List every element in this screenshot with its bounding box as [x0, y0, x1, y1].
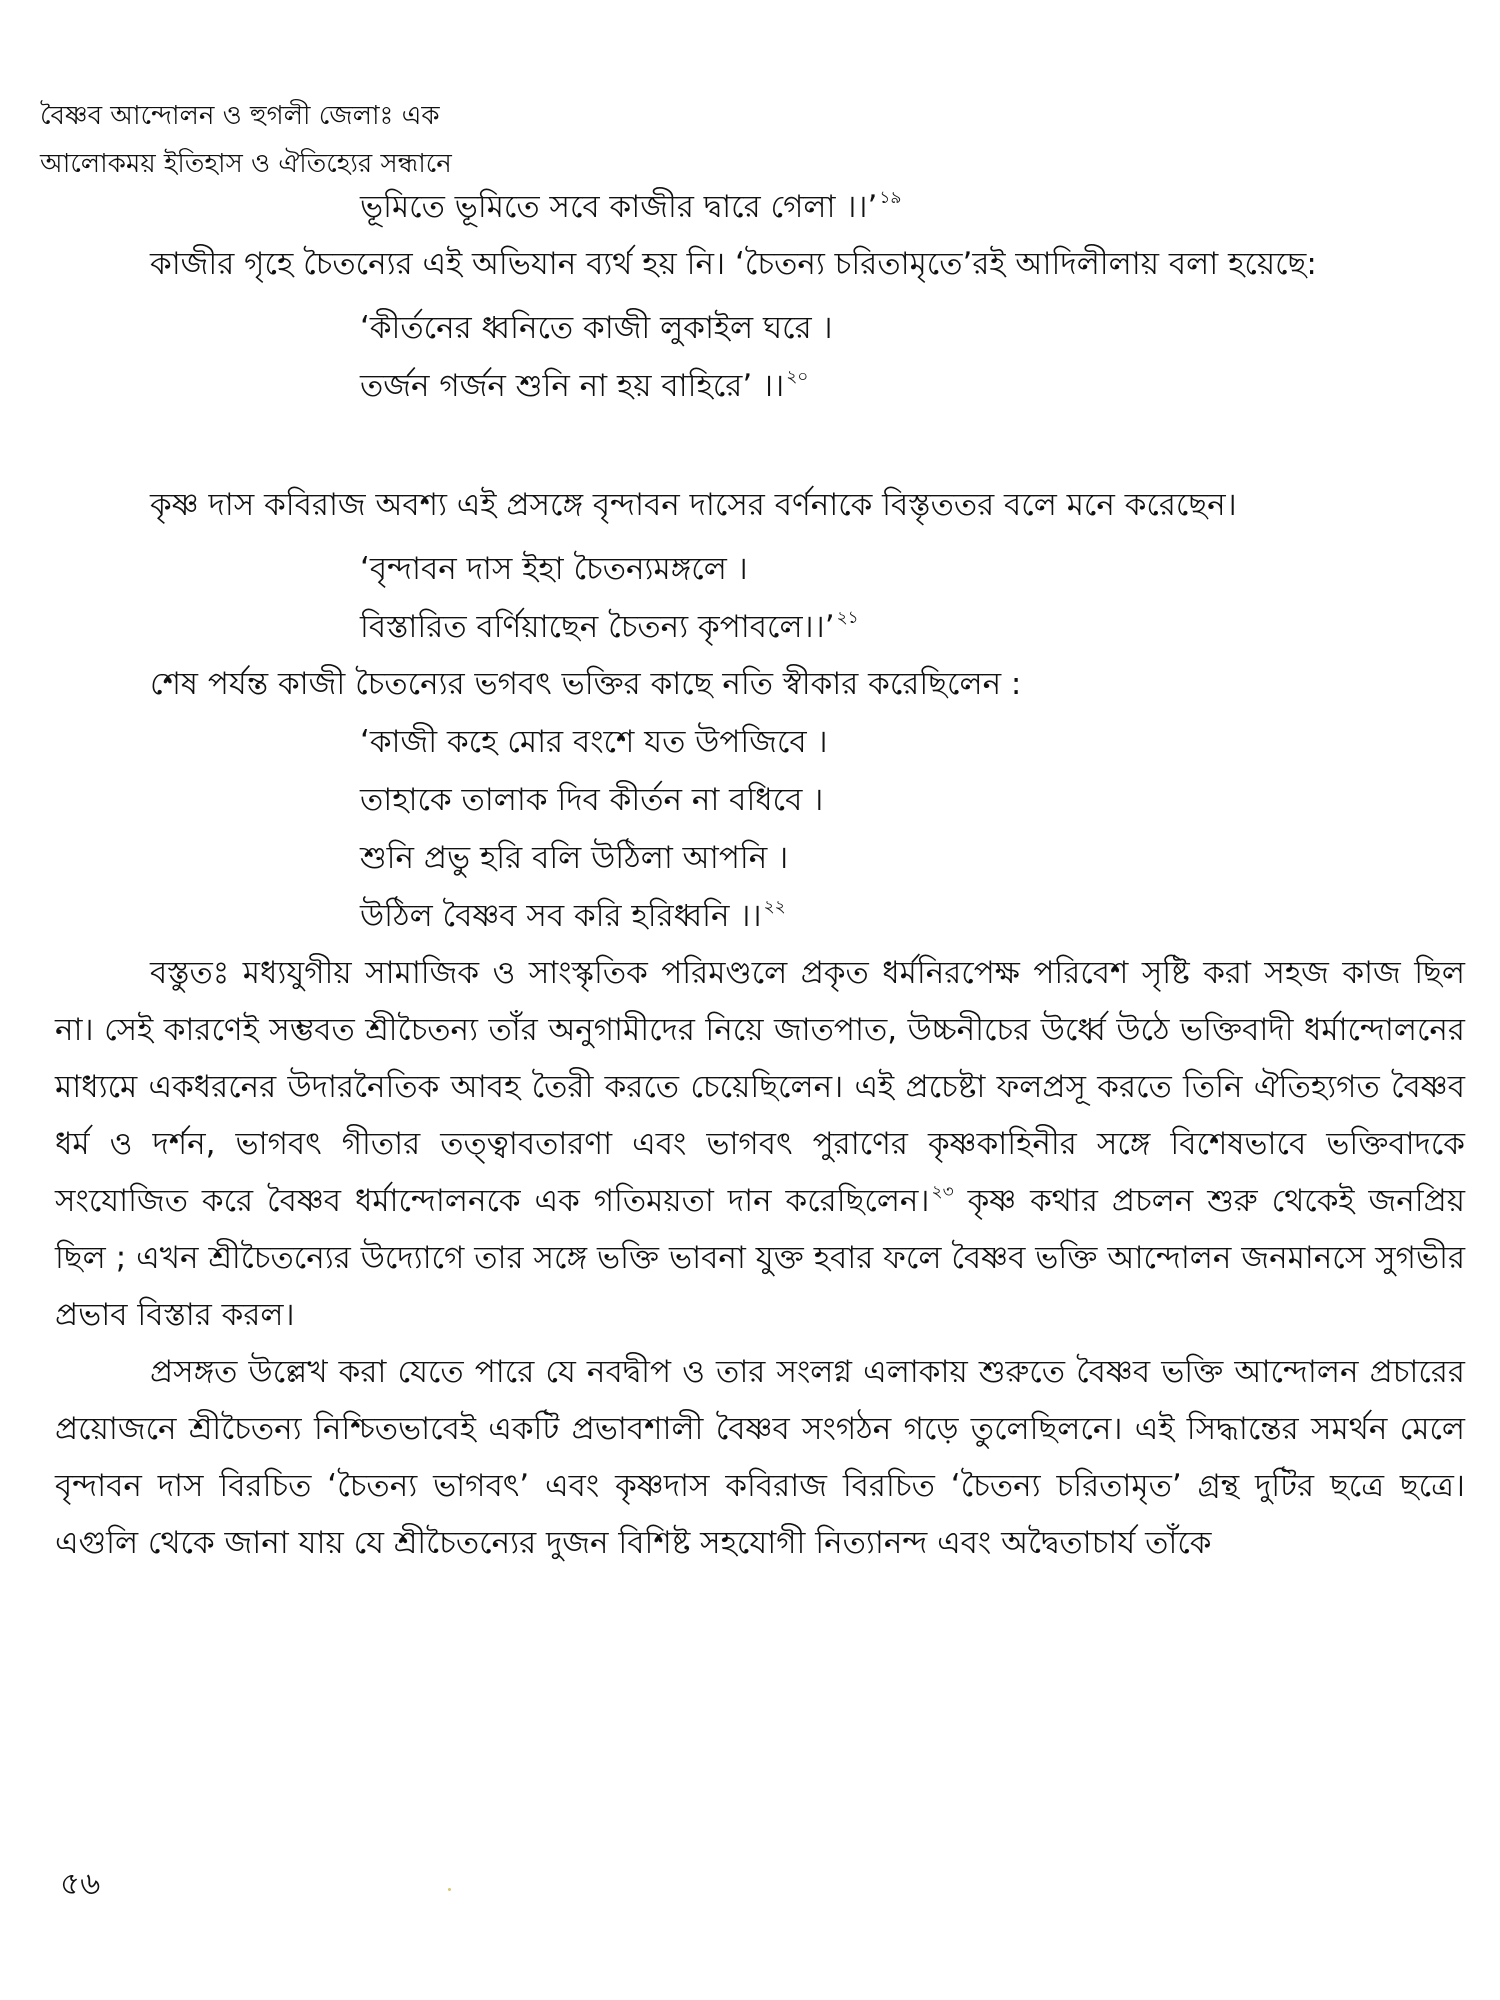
footnote-marker: ২২	[763, 897, 786, 917]
verse-line: ‘কীর্তনের ধ্বনিতে কাজী লুকাইল ঘরে ।	[360, 310, 833, 346]
verse-text: তর্জন গর্জন শুনি না হয় বাহিরে’ ।।	[360, 368, 785, 404]
footnote-marker: ২১	[836, 608, 859, 628]
header-line-2: আলোকময় ইতিহাস ও ঐতিহ্যের সন্ধানে	[40, 149, 452, 179]
paragraph-2: কৃষ্ণ দাস কবিরাজ অবশ্য এই প্রসঙ্গে বৃন্দাবন দাসের বর্ণনাকে বিস্তৃততর বলে মনে করেছেন।	[150, 487, 1237, 523]
verse-line	[360, 598, 1465, 656]
paper-speck	[448, 1888, 451, 1891]
verse-text: ভূমিতে ভূমিতে সবে কাজীর দ্বারে গেলা ।।’	[360, 189, 878, 225]
verse-line	[360, 887, 1465, 945]
paragraph-3: শেষ পর্যন্ত কাজী চৈতন্যের ভগবৎ ভক্তির কাছে নতি স্বীকার করেছিলেন :	[150, 666, 1022, 702]
footnote-marker: ২৩	[931, 1182, 954, 1202]
paragraph-4	[55, 945, 1465, 1344]
running-header	[40, 92, 940, 188]
verse-block-22	[360, 713, 1465, 945]
paragraph-4-continuation: কৃষ্ণ কথার প্রচলন শুরু থেকেই জনপ্রিয় ছিল ; এখন শ্রীচৈতন্যের উদ্যোগে তার সঙ্গে ভক্তি ভাবনা যুক্ত হবার ফলে বৈষ্ণব ভক্তি আন্দোলন জনমানসে সুগভীর প্রভাব বিস্তার করল।	[55, 1183, 1465, 1333]
body-text	[55, 178, 1465, 1572]
page-number: ৫৬	[60, 1866, 101, 1902]
verse-text: বিস্তারিত বর্ণিয়াছেন চৈতন্য কৃপাবলে।।’	[360, 609, 835, 645]
header-line-1: বৈষ্ণব আন্দোলন ও হুগলী জেলাঃ এক	[40, 101, 440, 131]
footnote-marker: ২০	[786, 367, 809, 387]
paragraph-4-text: বস্তুতঃ মধ্যযুগীয় সামাজিক ও সাংস্কৃতিক পরিমণ্ডলে প্রকৃত ধর্মনিরপেক্ষ পরিবেশ সৃষ্টি করা সহজ কাজ ছিল না। সেই কারণেই সম্ভবত শ্রীচৈতন্য তাঁর অনুগামীদের নিয়ে জাতপাত, উচ্চনীচের উর্ধ্বে উঠে ভক্তিবাদী ধর্মান্দোলনের মাধ্যমে একধরনের উদারনৈতিক আবহ তৈরী করতে চেয়েছিলেন। এই প্রচেষ্টা ফলপ্রসূ করতে তিনি ঐতিহ্যগত বৈষ্ণব ধর্ম ও দর্শন, ভাগবৎ গীতার তত্ত্বাবতারণা এবং ভাগবৎ পুরাণের কৃষ্ণকাহিনীর সঙ্গে বিশেষভাবে ভক্তিবাদকে সংযোজিত করে বৈষ্ণব ধর্মান্দোলনকে এক গতিময়তা দান করেছিলেন।	[55, 955, 1465, 1219]
paragraph-5: প্রসঙ্গত উল্লেখ করা যেতে পারে যে নবদ্বীপ ও তার সংলগ্ন এলাকায় শুরুতে বৈষ্ণব ভক্তি আন্দোলন প্রচারের প্রয়োজনে শ্রীচৈতন্য নিশ্চিতভাবেই একটি প্রভাবশালী বৈষ্ণব সংগঠন গড়ে তুলেছিলনে। এই সিদ্ধান্তের সমর্থন মেলে বৃন্দাবন দাস বিরচিত ‘চৈতন্য ভাগবৎ’ এবং কৃষ্ণদাস কবিরাজ বিরচিত ‘চৈতন্য চরিতামৃত’ গ্রন্থ দুটির ছত্রে ছত্রে। এগুলি থেকে জানা যায় যে শ্রীচৈতন্যের দুজন বিশিষ্ট সহযোগী নিত্যানন্দ এবং অদ্বৈতাচার্য তাঁকে	[55, 1354, 1465, 1561]
verse-block-21	[360, 540, 1465, 656]
verse-line	[360, 178, 1465, 236]
footnote-marker: ১৯	[879, 188, 902, 208]
verse-line: ‘বৃন্দাবন দাস ইহা চৈতন্যমঙ্গলে ।	[360, 551, 748, 587]
verse-line: শুনি প্রভু হরি বলি উঠিলা আপনি ।	[360, 840, 789, 876]
verse-line: ‘কাজী কহে মোর বংশে যত উপজিবে ।	[360, 724, 828, 760]
paragraph-1: কাজীর গৃহে চৈতন্যের এই অভিযান ব্যর্থ হয় নি। ‘চৈতন্য চরিতামৃতে’রই আদিলীলায় বলা হয়েছে:	[150, 246, 1317, 282]
verse-line: তাহাকে তালাক দিব কীর্তন না বধিবে ।	[360, 782, 824, 818]
verse-text: উঠিল বৈষ্ণব সব করি হরিধ্বনি ।।	[360, 898, 762, 934]
verse-block-19	[360, 178, 1465, 236]
verse-line	[360, 357, 1465, 415]
verse-block-20	[360, 299, 1465, 415]
